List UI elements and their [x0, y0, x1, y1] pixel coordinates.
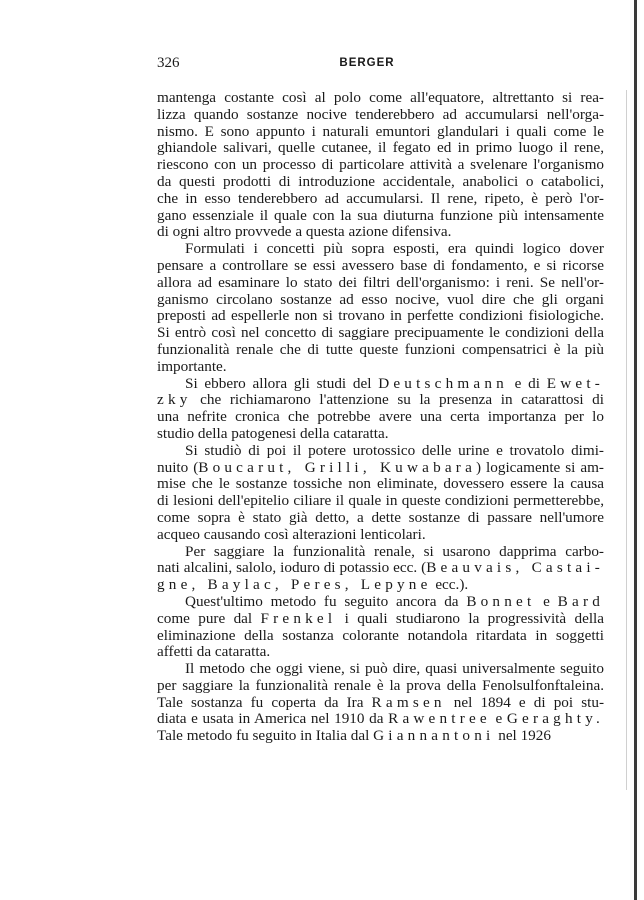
text-segment: di ogni altro provvede a questa azione difensiva. — [157, 223, 452, 241]
text-line — [157, 644, 604, 661]
text-line — [157, 107, 604, 124]
text-line — [157, 325, 604, 342]
text-segment: che richiamarono l'attenzione su la presenza in catarattosi di — [191, 391, 604, 409]
author-name: Geraghty. — [506, 710, 604, 728]
text-segment: Per saggiare la funzionalità renale, si usarono dapprima carbo- — [185, 542, 604, 560]
text-segment: Si studiò di poi il potere urotossico delle urine e trovatolo dimi- — [185, 441, 604, 459]
text-segment: Formulati i concetti più sopra esposti, era quindi logico dover — [185, 240, 604, 258]
text-line — [157, 594, 604, 611]
text-segment: e — [535, 592, 558, 610]
text-segment: nel 1894 e di poi stu- — [445, 693, 604, 711]
author-name: zky — [157, 391, 192, 409]
paragraph — [157, 90, 604, 241]
text-segment: ecc.). — [431, 576, 469, 594]
text-line — [157, 124, 604, 141]
text-segment: e — [490, 710, 507, 728]
text-segment: Quest'ultimo metodo fu seguito ancora da — [185, 592, 467, 610]
text-segment: una nefrite cronica che potrebbe avere una certa importanza per lo — [157, 408, 604, 426]
text-segment: di lesioni dell'epitelio ciliare il quale in queste condizioni permetterebbe, — [157, 492, 604, 510]
text-segment: Tale metodo fu seguito in Italia dal — [157, 727, 374, 745]
paragraph — [157, 594, 604, 661]
text-segment: funzionalità renale che di tutte queste funzioni compensatrici è la più — [157, 340, 604, 358]
text-line — [157, 241, 604, 258]
text-segment: affetti da cataratta. — [157, 643, 271, 661]
text-segment: ghiandole salivari, quelle cutanee, il fegato ed in primo luogo il rene, — [157, 139, 604, 157]
text-line — [157, 426, 604, 443]
text-line — [157, 695, 604, 712]
author-name: Ewet- — [546, 374, 604, 392]
page-number: 326 — [157, 55, 180, 71]
author-name: Bonnet — [466, 592, 536, 610]
text-line — [157, 678, 604, 695]
text-line — [157, 275, 604, 292]
text-segment: da questi prodotti di introduzione accidentale, anabolici o catabolici, — [157, 172, 604, 190]
paragraph — [157, 376, 604, 443]
text-segment: lizza quando sostanze nocive tenderebbero ad accumularsi nell'orga- — [157, 105, 604, 123]
paragraph — [157, 544, 604, 594]
text-line — [157, 292, 604, 309]
text-segment: Tale sostanza fu coperta da Ira — [157, 693, 372, 711]
text-line — [157, 157, 604, 174]
text-line — [157, 460, 604, 477]
text-segment: nuito ( — [157, 458, 199, 476]
author-name: Giannantoni — [373, 727, 495, 745]
author-name: Ramsen — [371, 693, 446, 711]
text-line — [157, 359, 604, 376]
text-line — [157, 510, 604, 527]
text-line — [157, 90, 604, 107]
text-line — [157, 527, 604, 544]
author-name: Frenkel — [260, 609, 337, 627]
text-line — [157, 661, 604, 678]
page-binding-edge — [634, 0, 637, 900]
text-segment: allora ad esaminare lo stato dei filtri dell'organismo: i reni. Se nell'or- — [157, 273, 604, 291]
text-line — [157, 258, 604, 275]
author-name: gne, Baylac, Peres, Lepyne — [157, 576, 432, 594]
text-segment: nel 1926 — [494, 727, 551, 745]
text-line — [157, 208, 604, 225]
text-line — [157, 308, 604, 325]
text-line — [157, 174, 604, 191]
text-line — [157, 476, 604, 493]
text-line — [157, 191, 604, 208]
text-line — [157, 376, 604, 393]
text-segment: pensare a controllare se essi avessero base di fondamento, e si ricorse — [157, 256, 604, 274]
paragraph — [157, 443, 604, 544]
text-line — [157, 140, 604, 157]
paragraph — [157, 661, 604, 745]
text-line — [157, 493, 604, 510]
text-line — [157, 728, 604, 745]
text-segment: nismo. E sono appunto i naturali emuntori glandulari i quali come le — [157, 122, 604, 140]
running-title: BERGER — [339, 57, 395, 69]
text-line — [157, 577, 604, 594]
text-segment: come pure dal — [157, 609, 261, 627]
text-segment: riescono con un processo di particolare attività a svelenare l'organismo — [157, 156, 604, 174]
text-line — [157, 628, 604, 645]
author-name: Boucarut, Grilli, Kuwabara — [198, 458, 477, 476]
text-line — [157, 392, 604, 409]
text-segment: importante. — [157, 357, 227, 375]
author-name: Deutschmann — [378, 374, 508, 392]
text-line — [157, 342, 604, 359]
text-segment: ) logicamente si am- — [476, 458, 604, 476]
text-segment: Il metodo che oggi viene, si può dire, quasi universalmente seguito — [185, 660, 604, 678]
text-line — [157, 560, 604, 577]
text-segment: studio della patogenesi della cataratta. — [157, 424, 389, 442]
text-segment: mise che le sostanze tossiche non eliminate, dovessero essere la causa — [157, 475, 604, 493]
text-line — [157, 443, 604, 460]
text-line — [157, 409, 604, 426]
text-line — [157, 544, 604, 561]
text-segment: gano essenziale il quale con la sua diuturna funzione più intensamente — [157, 206, 604, 224]
text-line — [157, 711, 604, 728]
text-segment: e di — [507, 374, 547, 392]
text-segment: nati alcalini, salolo, ioduro di potassio ecc. ( — [157, 559, 427, 577]
text-segment: che in esso tenderebbero ad accumularsi. Il rene, ripeto, è però l'or- — [157, 189, 604, 207]
text-segment: come sopra è stato già detto, a dette sostanze di passare nell'umore — [157, 508, 604, 526]
text-segment: i quali studiarono la progressività della — [336, 609, 604, 627]
text-segment: Si entrò così nel concetto di saggiare precipuamente le condizioni della — [157, 324, 604, 342]
text-segment: diata e usata in America nel 1910 da — [157, 710, 389, 728]
text-segment: eliminazione della sostanza colorante notandola ritardata in soggetti — [157, 626, 604, 644]
page-shadow-line — [626, 90, 627, 790]
paragraph — [157, 241, 604, 375]
author-name: Rawentree — [388, 710, 491, 728]
text-segment: per saggiare la funzionalità renale è la prova della Fenolsulfonftaleina. — [157, 676, 604, 694]
text-line — [157, 611, 604, 628]
text-segment: Si ebbero allora gli studi del — [185, 374, 379, 392]
author-name: Bard — [557, 592, 604, 610]
body-text — [157, 90, 604, 745]
text-segment: ganismo circolano sostanze ad esso nocive, vuol dire che gli organi — [157, 290, 604, 308]
text-segment: acqueo causando così alterazioni lenticolari. — [157, 525, 426, 543]
text-segment: preposti ad espellerle non si trovano in perfette condizioni fisiologiche. — [157, 307, 604, 325]
author-name: Beauvais, Castai- — [426, 559, 605, 577]
text-segment: mantenga costante così al polo come all'equatore, altrettanto si rea- — [157, 89, 604, 106]
text-line — [157, 224, 604, 241]
